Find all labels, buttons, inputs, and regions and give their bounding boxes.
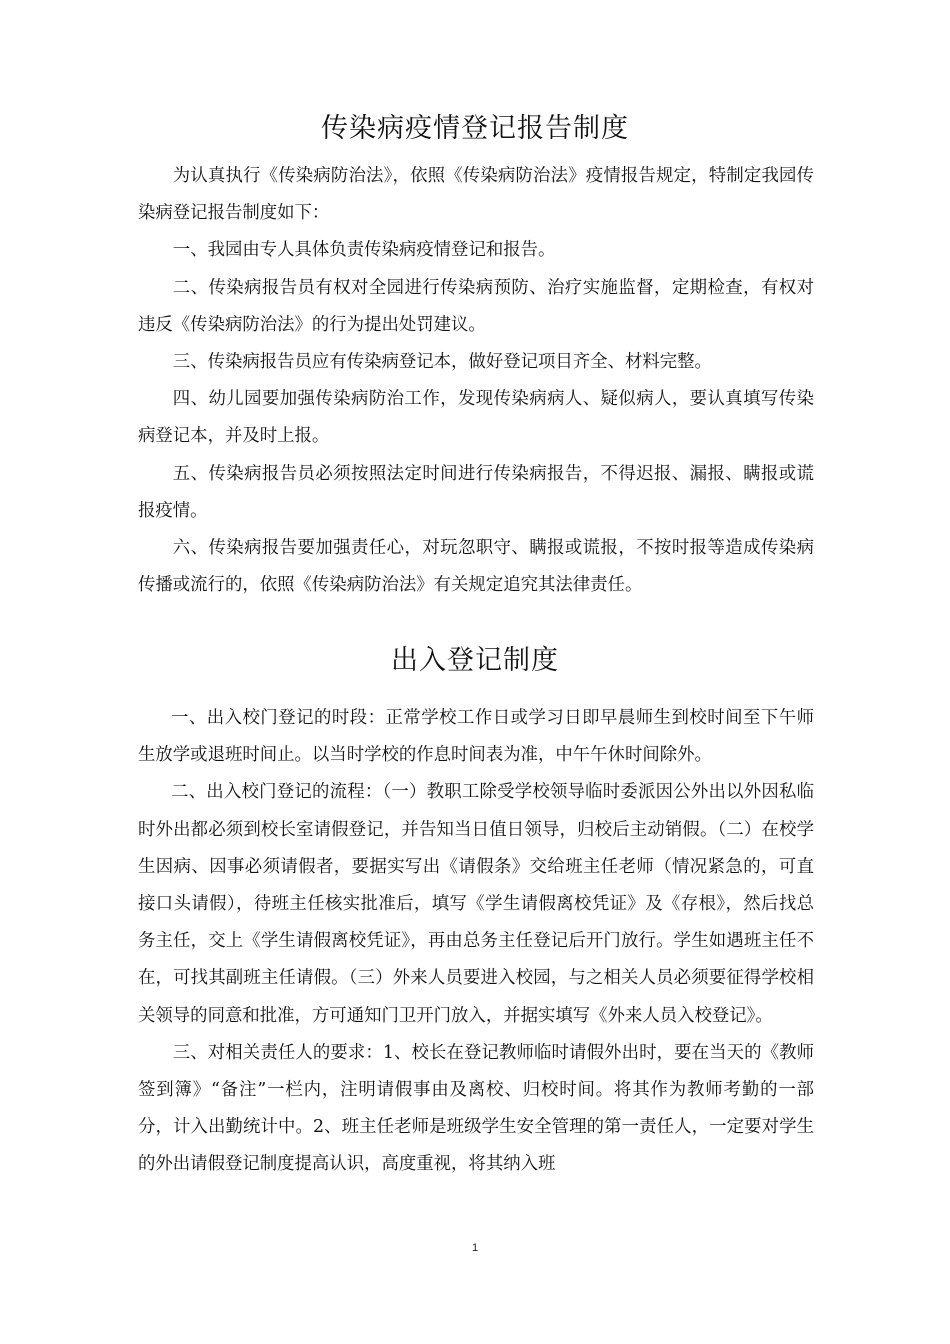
paragraph: 五、传染病报告员必须按照法定时间进行传染病报告，不得迟报、漏报、瞒报或谎报疫情。: [138, 463, 814, 521]
section-title-infectious-disease-reporting: 传染病疫情登记报告制度: [321, 113, 629, 144]
paragraph: 一、出入校门登记的时段：正常学校工作日或学习日即早晨师生到校时间至下午师生放学或退班时间止。以当时学校的作息时间表为准，中午午休时间除外。: [138, 708, 814, 766]
page-number: 1: [471, 1242, 479, 1254]
section-title-entry-exit-registration: 出入登记制度: [391, 645, 559, 676]
paragraph: 四、幼儿园要加强传染病防治工作，发现传染病病人、疑似病人，要认真填写传染病登记本，并及时上报。: [138, 389, 814, 447]
section-entry-exit-registration: [138, 700, 814, 1184]
section-infectious-disease-reporting: [138, 158, 814, 604]
paragraph: 三、对相关责任人的要求：1、校长在登记教师临时请假外出时，要在当天的《教师签到簿》“备注”一栏内，注明请假事由及离校、归校时间。将其作为教师考勤的一部分，计入出勤统计中。2、班主任老师是班级学生安全管理的第一责任人，一定要对学生的外出请假登记制度提高认识，高度重视，将其纳入班: [138, 1042, 814, 1175]
paragraph: 二、传染病报告员有权对全园进行传染病预防、治疗实施监督，定期检查，有权对违反《传染病防治法》的行为提出处罚建议。: [138, 277, 814, 335]
paragraph: 二、出入校门登记的流程：（一）教职工除受学校领导临时委派因公外出以外因私临时外出都必须到校长室请假登记，并告知当日值日领导，归校后主动销假。（二）在校学生因病、因事必须请假者，要据实写出《请假条》交给班主任老师（情况紧急的，可直接口头请假），待班主任核实批准后，填写《学生请假离校凭证》及《存根》，然后找总务主任，交上《学生请假离校凭证》，再由总务主任登记后开门放行。学生如遇班主任不在，可找其副班主任请假。（三）外来人员要进入校园，与之相关人员必须要征得学校相关领导的同意和批准，方可通知门卫开门放入，并据实填写《外来人员入校登记》。: [138, 782, 814, 1026]
paragraph: 六、传染病报告要加强责任心，对玩忽职守、瞒报或谎报，不按时报等造成传染病传播或流行的，依照《传染病防治法》有关规定追究其法律责任。: [138, 538, 814, 596]
paragraph: 为认真执行《传染病防治法》，依照《传染病防治法》疫情报告规定，特制定我园传染病登记报告制度如下：: [138, 166, 814, 224]
paragraph: 三、传染病报告员应有传染病登记本，做好登记项目齐全、材料完整。: [172, 352, 712, 373]
paragraph: 一、我园由专人具体负责传染病疫情登记和报告。: [172, 240, 556, 261]
